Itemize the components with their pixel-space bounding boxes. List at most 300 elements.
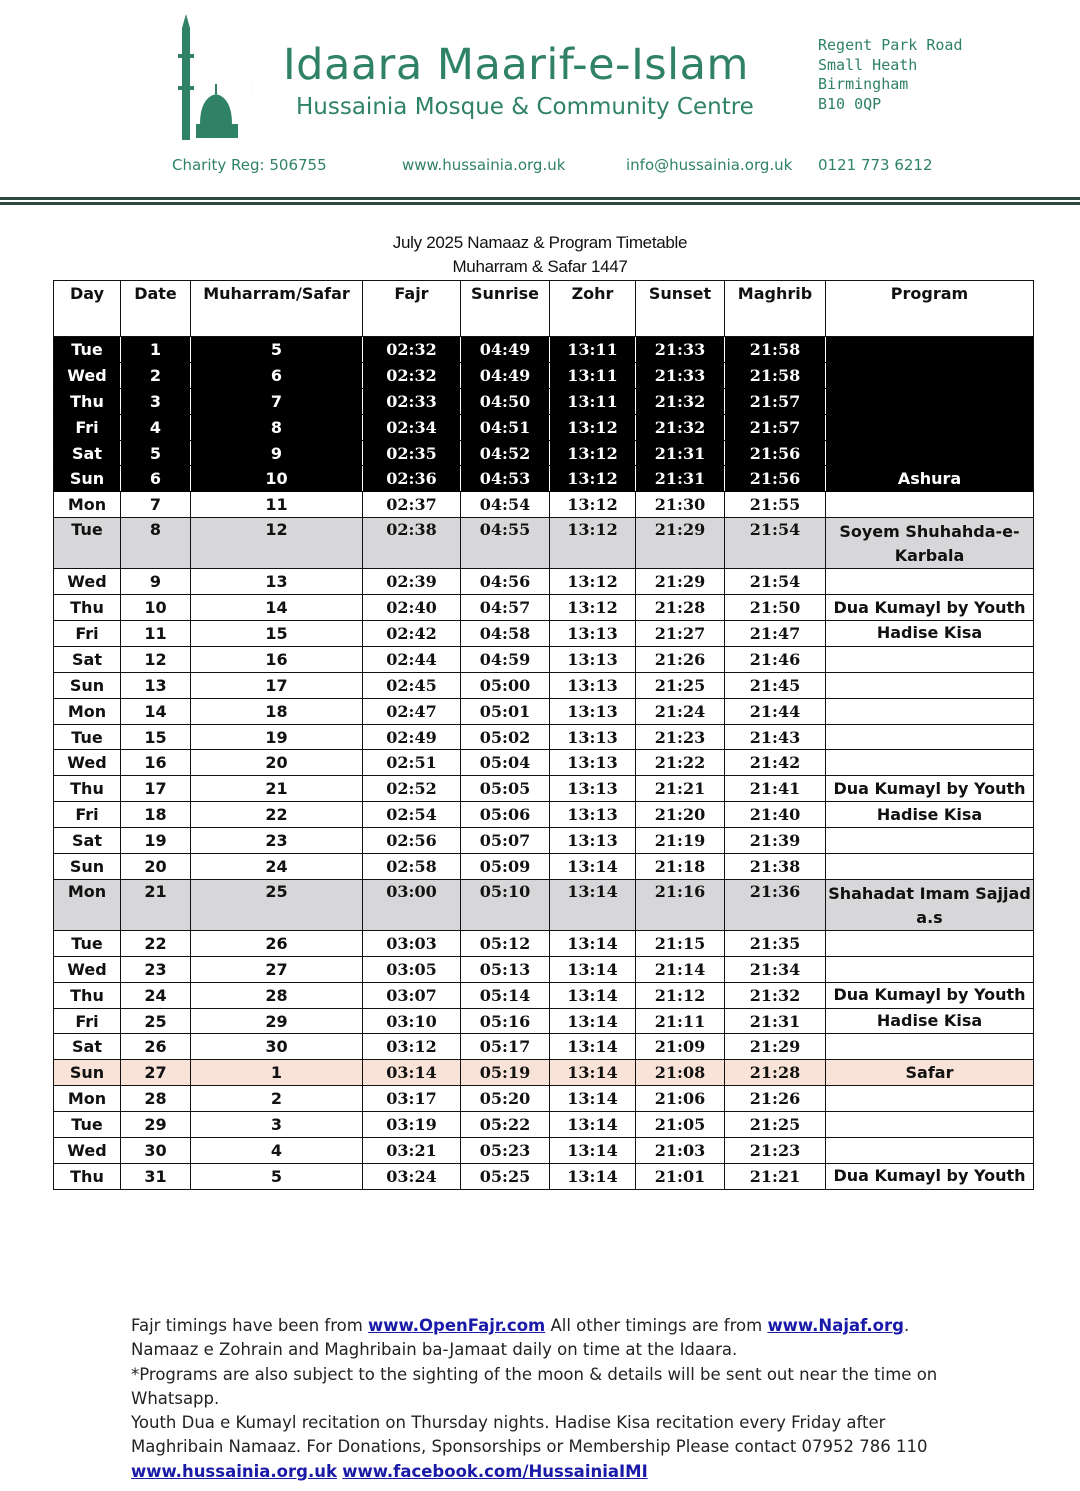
sunrise-time: 05:01 xyxy=(461,698,550,724)
day-cell: Wed xyxy=(54,750,121,776)
hijri-date-cell: 3 xyxy=(191,1112,363,1138)
note-text: All other timings are from xyxy=(545,1316,768,1335)
maghrib-time: 21:31 xyxy=(725,1008,826,1034)
date-cell: 5 xyxy=(121,440,191,466)
sunset-time: 21:18 xyxy=(636,854,725,880)
date-cell: 25 xyxy=(121,1008,191,1034)
sunrise-time: 05:04 xyxy=(461,750,550,776)
table-row xyxy=(54,956,1034,982)
maghrib-time: 21:54 xyxy=(725,569,826,595)
day-cell: Fri xyxy=(54,414,121,440)
maghrib-time: 21:46 xyxy=(725,646,826,672)
zohr-time: 13:14 xyxy=(550,1138,636,1164)
table-header-row xyxy=(54,281,1034,337)
program-cell: Shahadat Imam Sajjad a.s xyxy=(826,879,1034,930)
hijri-date-cell: 22 xyxy=(191,802,363,828)
address-line: Birmingham xyxy=(818,75,909,93)
hijri-date-cell: 12 xyxy=(191,518,363,569)
day-cell: Sat xyxy=(54,1034,121,1060)
program-cell: Hadise Kisa xyxy=(826,1008,1034,1034)
fajr-time: 02:32 xyxy=(363,362,461,388)
fajr-time: 02:35 xyxy=(363,440,461,466)
day-cell: Sun xyxy=(54,466,121,492)
maghrib-time: 21:32 xyxy=(725,982,826,1008)
maghrib-time: 21:57 xyxy=(725,388,826,414)
fajr-time: 02:39 xyxy=(363,569,461,595)
program-cell: Dua Kumayl by Youth xyxy=(826,595,1034,621)
hijri-date-cell: 24 xyxy=(191,854,363,880)
day-cell: Wed xyxy=(54,569,121,595)
zohr-time: 13:12 xyxy=(550,595,636,621)
sunset-time: 21:29 xyxy=(636,518,725,569)
website-footer-link[interactable]: www.hussainia.org.uk xyxy=(131,1461,337,1481)
sunrise-time: 05:22 xyxy=(461,1112,550,1138)
date-cell: 20 xyxy=(121,854,191,880)
date-cell: 23 xyxy=(121,956,191,982)
fajr-time: 02:52 xyxy=(363,776,461,802)
column-header: Program xyxy=(826,281,1034,337)
zohr-time: 13:12 xyxy=(550,518,636,569)
day-cell: Sat xyxy=(54,440,121,466)
table-row xyxy=(54,518,1034,569)
zohr-time: 13:14 xyxy=(550,956,636,982)
day-cell: Mon xyxy=(54,492,121,518)
date-cell: 1 xyxy=(121,337,191,363)
fajr-time: 02:33 xyxy=(363,388,461,414)
day-cell: Sat xyxy=(54,646,121,672)
day-cell: Thu xyxy=(54,388,121,414)
program-cell xyxy=(826,1086,1034,1112)
date-cell: 31 xyxy=(121,1163,191,1189)
column-header: Maghrib xyxy=(725,281,826,337)
date-cell: 7 xyxy=(121,492,191,518)
hijri-date-cell: 27 xyxy=(191,956,363,982)
sunset-time: 21:09 xyxy=(636,1034,725,1060)
fajr-time: 03:21 xyxy=(363,1138,461,1164)
sunrise-time: 04:52 xyxy=(461,440,550,466)
fajr-time: 02:45 xyxy=(363,672,461,698)
hijri-date-cell: 18 xyxy=(191,698,363,724)
fajr-time: 02:44 xyxy=(363,646,461,672)
sunset-time: 21:16 xyxy=(636,879,725,930)
note-text: . xyxy=(903,1316,910,1335)
date-cell: 30 xyxy=(121,1138,191,1164)
sunset-time: 21:15 xyxy=(636,930,725,956)
sunset-time: 21:21 xyxy=(636,776,725,802)
hijri-date-cell: 17 xyxy=(191,672,363,698)
sunrise-time: 04:56 xyxy=(461,569,550,595)
fajr-time: 02:32 xyxy=(363,337,461,363)
date-cell: 19 xyxy=(121,828,191,854)
table-row xyxy=(54,362,1034,388)
hijri-date-cell: 7 xyxy=(191,388,363,414)
zohr-time: 13:12 xyxy=(550,466,636,492)
day-cell: Sun xyxy=(54,854,121,880)
program-cell: Dua Kumayl by Youth xyxy=(826,1163,1034,1189)
hijri-date-cell: 15 xyxy=(191,621,363,647)
sunrise-time: 05:23 xyxy=(461,1138,550,1164)
maghrib-time: 21:42 xyxy=(725,750,826,776)
openfajr-link[interactable]: www.OpenFajr.com xyxy=(368,1316,546,1335)
divider xyxy=(0,202,1080,205)
sunset-time: 21:25 xyxy=(636,672,725,698)
fajr-time: 02:42 xyxy=(363,621,461,647)
table-row xyxy=(54,724,1034,750)
footer-notes xyxy=(131,1314,951,1484)
table-row xyxy=(54,1008,1034,1034)
sunrise-time: 05:13 xyxy=(461,956,550,982)
day-cell: Thu xyxy=(54,982,121,1008)
sunset-time: 21:23 xyxy=(636,724,725,750)
hijri-date-cell: 14 xyxy=(191,595,363,621)
program-cell: Ashura xyxy=(826,466,1034,492)
fajr-time: 02:56 xyxy=(363,828,461,854)
najaf-link[interactable]: www.Najaf.org xyxy=(767,1316,904,1335)
maghrib-time: 21:50 xyxy=(725,595,826,621)
sunset-time: 21:32 xyxy=(636,414,725,440)
sunset-time: 21:20 xyxy=(636,802,725,828)
table-row xyxy=(54,672,1034,698)
day-cell: Mon xyxy=(54,698,121,724)
zohr-time: 13:14 xyxy=(550,1008,636,1034)
sunset-time: 21:27 xyxy=(636,621,725,647)
table-row xyxy=(54,440,1034,466)
fajr-time: 02:54 xyxy=(363,802,461,828)
zohr-time: 13:13 xyxy=(550,776,636,802)
fajr-time: 03:12 xyxy=(363,1034,461,1060)
table-row xyxy=(54,621,1034,647)
program-cell xyxy=(826,569,1034,595)
zohr-time: 13:13 xyxy=(550,672,636,698)
date-cell: 24 xyxy=(121,982,191,1008)
table-row xyxy=(54,776,1034,802)
maghrib-time: 21:23 xyxy=(725,1138,826,1164)
program-cell xyxy=(826,1138,1034,1164)
zohr-time: 13:14 xyxy=(550,1060,636,1086)
table-row xyxy=(54,595,1034,621)
program-cell xyxy=(826,724,1034,750)
day-cell: Tue xyxy=(54,1112,121,1138)
program-cell xyxy=(826,930,1034,956)
sunrise-time: 05:09 xyxy=(461,854,550,880)
date-cell: 9 xyxy=(121,569,191,595)
maghrib-time: 21:58 xyxy=(725,362,826,388)
fajr-time: 02:40 xyxy=(363,595,461,621)
hijri-date-cell: 25 xyxy=(191,879,363,930)
hijri-date-cell: 19 xyxy=(191,724,363,750)
day-cell: Tue xyxy=(54,518,121,569)
fajr-time: 02:34 xyxy=(363,414,461,440)
sunrise-time: 04:58 xyxy=(461,621,550,647)
timetable-subtitle: Muharram & Safar 1447 xyxy=(452,257,628,276)
sunset-time: 21:28 xyxy=(636,595,725,621)
program-cell xyxy=(826,440,1034,466)
day-cell: Tue xyxy=(54,930,121,956)
org-name: Idaara Maarif-e-Islam xyxy=(283,40,749,90)
zohr-time: 13:12 xyxy=(550,414,636,440)
hijri-date-cell: 26 xyxy=(191,930,363,956)
sunset-time: 21:31 xyxy=(636,440,725,466)
sunset-time: 21:24 xyxy=(636,698,725,724)
date-cell: 27 xyxy=(121,1060,191,1086)
date-cell: 10 xyxy=(121,595,191,621)
date-cell: 16 xyxy=(121,750,191,776)
maghrib-time: 21:47 xyxy=(725,621,826,647)
program-cell xyxy=(826,698,1034,724)
day-cell: Sun xyxy=(54,1060,121,1086)
maghrib-time: 21:54 xyxy=(725,518,826,569)
zohr-time: 13:14 xyxy=(550,930,636,956)
date-cell: 14 xyxy=(121,698,191,724)
sunrise-time: 04:51 xyxy=(461,414,550,440)
sunrise-time: 05:10 xyxy=(461,879,550,930)
sunset-time: 21:26 xyxy=(636,646,725,672)
date-cell: 15 xyxy=(121,724,191,750)
date-cell: 6 xyxy=(121,466,191,492)
date-cell: 17 xyxy=(121,776,191,802)
day-cell: Tue xyxy=(54,337,121,363)
date-cell: 22 xyxy=(121,930,191,956)
sunset-time: 21:11 xyxy=(636,1008,725,1034)
note-sources xyxy=(131,1314,951,1338)
divider xyxy=(0,197,1080,200)
sunset-time: 21:12 xyxy=(636,982,725,1008)
timetable-body xyxy=(54,337,1034,1190)
sunrise-time: 04:49 xyxy=(461,362,550,388)
day-cell: Wed xyxy=(54,1138,121,1164)
note-links xyxy=(131,1460,951,1484)
program-cell: Dua Kumayl by Youth xyxy=(826,982,1034,1008)
note-recitations: Youth Dua e Kumayl recitation on Thursday nights. Hadise Kisa recitation every Friday after Maghribain Namaaz. For Donations, Sponsorships or Membership Please contact 07952 786 110 xyxy=(131,1413,928,1457)
column-header: Date xyxy=(121,281,191,337)
facebook-link[interactable]: www.facebook.com/HussainiaIMI xyxy=(342,1461,648,1481)
table-row xyxy=(54,750,1034,776)
day-cell: Tue xyxy=(54,724,121,750)
fajr-time: 03:14 xyxy=(363,1060,461,1086)
maghrib-time: 21:21 xyxy=(725,1163,826,1189)
zohr-time: 13:14 xyxy=(550,982,636,1008)
table-row xyxy=(54,802,1034,828)
program-cell xyxy=(826,362,1034,388)
hijri-date-cell: 4 xyxy=(191,1138,363,1164)
fajr-time: 02:36 xyxy=(363,466,461,492)
address-line: Regent Park Road xyxy=(818,36,963,54)
table-row xyxy=(54,414,1034,440)
hijri-date-cell: 29 xyxy=(191,1008,363,1034)
sunrise-time: 05:06 xyxy=(461,802,550,828)
maghrib-time: 21:55 xyxy=(725,492,826,518)
program-cell xyxy=(826,1112,1034,1138)
hijri-date-cell: 13 xyxy=(191,569,363,595)
zohr-time: 13:14 xyxy=(550,1034,636,1060)
maghrib-time: 21:40 xyxy=(725,802,826,828)
charity-reg: Charity Reg: 506755 xyxy=(172,156,327,174)
maghrib-time: 21:57 xyxy=(725,414,826,440)
zohr-time: 13:11 xyxy=(550,362,636,388)
sunset-time: 21:19 xyxy=(636,828,725,854)
table-row xyxy=(54,1034,1034,1060)
sunrise-time: 04:57 xyxy=(461,595,550,621)
email-link[interactable]: info@hussainia.org.uk xyxy=(626,156,793,174)
column-header: Day xyxy=(54,281,121,337)
zohr-time: 13:13 xyxy=(550,646,636,672)
sunset-time: 21:06 xyxy=(636,1086,725,1112)
zohr-time: 13:14 xyxy=(550,879,636,930)
zohr-time: 13:14 xyxy=(550,1163,636,1189)
zohr-time: 13:13 xyxy=(550,750,636,776)
zohr-time: 13:12 xyxy=(550,440,636,466)
hijri-date-cell: 5 xyxy=(191,337,363,363)
zohr-time: 13:11 xyxy=(550,337,636,363)
program-cell xyxy=(826,956,1034,982)
maghrib-time: 21:45 xyxy=(725,672,826,698)
maghrib-time: 21:34 xyxy=(725,956,826,982)
date-cell: 13 xyxy=(121,672,191,698)
letterhead xyxy=(0,0,1080,210)
sunset-time: 21:08 xyxy=(636,1060,725,1086)
day-cell: Fri xyxy=(54,802,121,828)
date-cell: 2 xyxy=(121,362,191,388)
maghrib-time: 21:44 xyxy=(725,698,826,724)
date-cell: 12 xyxy=(121,646,191,672)
sunrise-time: 05:02 xyxy=(461,724,550,750)
program-cell: Hadise Kisa xyxy=(826,621,1034,647)
fajr-time: 03:10 xyxy=(363,1008,461,1034)
date-cell: 3 xyxy=(121,388,191,414)
table-row xyxy=(54,492,1034,518)
sunset-time: 21:30 xyxy=(636,492,725,518)
program-cell xyxy=(826,672,1034,698)
table-row xyxy=(54,1060,1034,1086)
table-row xyxy=(54,982,1034,1008)
program-cell xyxy=(826,388,1034,414)
fajr-time: 03:07 xyxy=(363,982,461,1008)
table-row xyxy=(54,1112,1034,1138)
sunrise-time: 05:14 xyxy=(461,982,550,1008)
day-cell: Thu xyxy=(54,1163,121,1189)
phone-number: 0121 773 6212 xyxy=(818,156,933,174)
program-cell xyxy=(826,492,1034,518)
program-cell: Safar xyxy=(826,1060,1034,1086)
maghrib-time: 21:35 xyxy=(725,930,826,956)
sunrise-time: 05:12 xyxy=(461,930,550,956)
fajr-time: 03:00 xyxy=(363,879,461,930)
date-cell: 21 xyxy=(121,879,191,930)
address-line: B10 0QP xyxy=(818,94,882,113)
zohr-time: 13:11 xyxy=(550,388,636,414)
table-row xyxy=(54,337,1034,363)
column-header: Fajr xyxy=(363,281,461,337)
maghrib-time: 21:26 xyxy=(725,1086,826,1112)
hijri-date-cell: 9 xyxy=(191,440,363,466)
fajr-time: 02:37 xyxy=(363,492,461,518)
program-cell xyxy=(826,854,1034,880)
hijri-date-cell: 23 xyxy=(191,828,363,854)
sunset-time: 21:29 xyxy=(636,569,725,595)
hijri-date-cell: 1 xyxy=(191,1060,363,1086)
maghrib-time: 21:25 xyxy=(725,1112,826,1138)
table-row xyxy=(54,879,1034,930)
maghrib-time: 21:39 xyxy=(725,828,826,854)
table-row xyxy=(54,698,1034,724)
sunrise-time: 04:59 xyxy=(461,646,550,672)
fajr-time: 03:05 xyxy=(363,956,461,982)
zohr-time: 13:13 xyxy=(550,621,636,647)
zohr-time: 13:14 xyxy=(550,1086,636,1112)
timetable-title: July 2025 Namaaz & Program Timetable xyxy=(392,233,688,252)
date-cell: 28 xyxy=(121,1086,191,1112)
fajr-time: 03:19 xyxy=(363,1112,461,1138)
sunrise-time: 05:07 xyxy=(461,828,550,854)
sunrise-time: 04:55 xyxy=(461,518,550,569)
table-row xyxy=(54,854,1034,880)
sunset-time: 21:31 xyxy=(636,466,725,492)
maghrib-time: 21:41 xyxy=(725,776,826,802)
fajr-time: 02:51 xyxy=(363,750,461,776)
day-cell: Sun xyxy=(54,672,121,698)
day-cell: Mon xyxy=(54,1086,121,1112)
program-cell: Dua Kumayl by Youth xyxy=(826,776,1034,802)
program-cell xyxy=(826,646,1034,672)
table-row xyxy=(54,569,1034,595)
sunrise-time: 05:05 xyxy=(461,776,550,802)
maghrib-time: 21:29 xyxy=(725,1034,826,1060)
day-cell: Wed xyxy=(54,362,121,388)
hijri-date-cell: 8 xyxy=(191,414,363,440)
program-cell: Hadise Kisa xyxy=(826,802,1034,828)
day-cell: Wed xyxy=(54,956,121,982)
maghrib-time: 21:56 xyxy=(725,440,826,466)
hijri-date-cell: 10 xyxy=(191,466,363,492)
table-row xyxy=(54,646,1034,672)
sunset-time: 21:05 xyxy=(636,1112,725,1138)
sunrise-time: 04:54 xyxy=(461,492,550,518)
fajr-time: 02:49 xyxy=(363,724,461,750)
hijri-date-cell: 11 xyxy=(191,492,363,518)
hijri-date-cell: 30 xyxy=(191,1034,363,1060)
sunrise-time: 05:20 xyxy=(461,1086,550,1112)
column-header: Sunset xyxy=(636,281,725,337)
sunset-time: 21:33 xyxy=(636,362,725,388)
zohr-time: 13:13 xyxy=(550,698,636,724)
sunrise-time: 04:49 xyxy=(461,337,550,363)
maghrib-time: 21:56 xyxy=(725,466,826,492)
sunrise-time: 05:19 xyxy=(461,1060,550,1086)
program-cell: Soyem Shuhahda-e-Karbala xyxy=(826,518,1034,569)
hijri-date-cell: 16 xyxy=(191,646,363,672)
hijri-date-cell: 2 xyxy=(191,1086,363,1112)
hijri-date-cell: 20 xyxy=(191,750,363,776)
sunrise-time: 04:53 xyxy=(461,466,550,492)
program-cell xyxy=(826,1034,1034,1060)
website-link[interactable]: www.hussainia.org.uk xyxy=(402,156,566,174)
program-cell xyxy=(826,337,1034,363)
sunset-time: 21:14 xyxy=(636,956,725,982)
fajr-time: 02:47 xyxy=(363,698,461,724)
fajr-time: 02:58 xyxy=(363,854,461,880)
program-cell xyxy=(826,828,1034,854)
program-cell xyxy=(826,750,1034,776)
mosque-logo-icon xyxy=(160,14,270,146)
zohr-time: 13:14 xyxy=(550,854,636,880)
sunset-time: 21:01 xyxy=(636,1163,725,1189)
fajr-time: 03:03 xyxy=(363,930,461,956)
date-cell: 8 xyxy=(121,518,191,569)
table-row xyxy=(54,1086,1034,1112)
hijri-date-cell: 28 xyxy=(191,982,363,1008)
sunrise-time: 05:00 xyxy=(461,672,550,698)
org-subtitle: Hussainia Mosque & Community Centre xyxy=(296,94,754,120)
